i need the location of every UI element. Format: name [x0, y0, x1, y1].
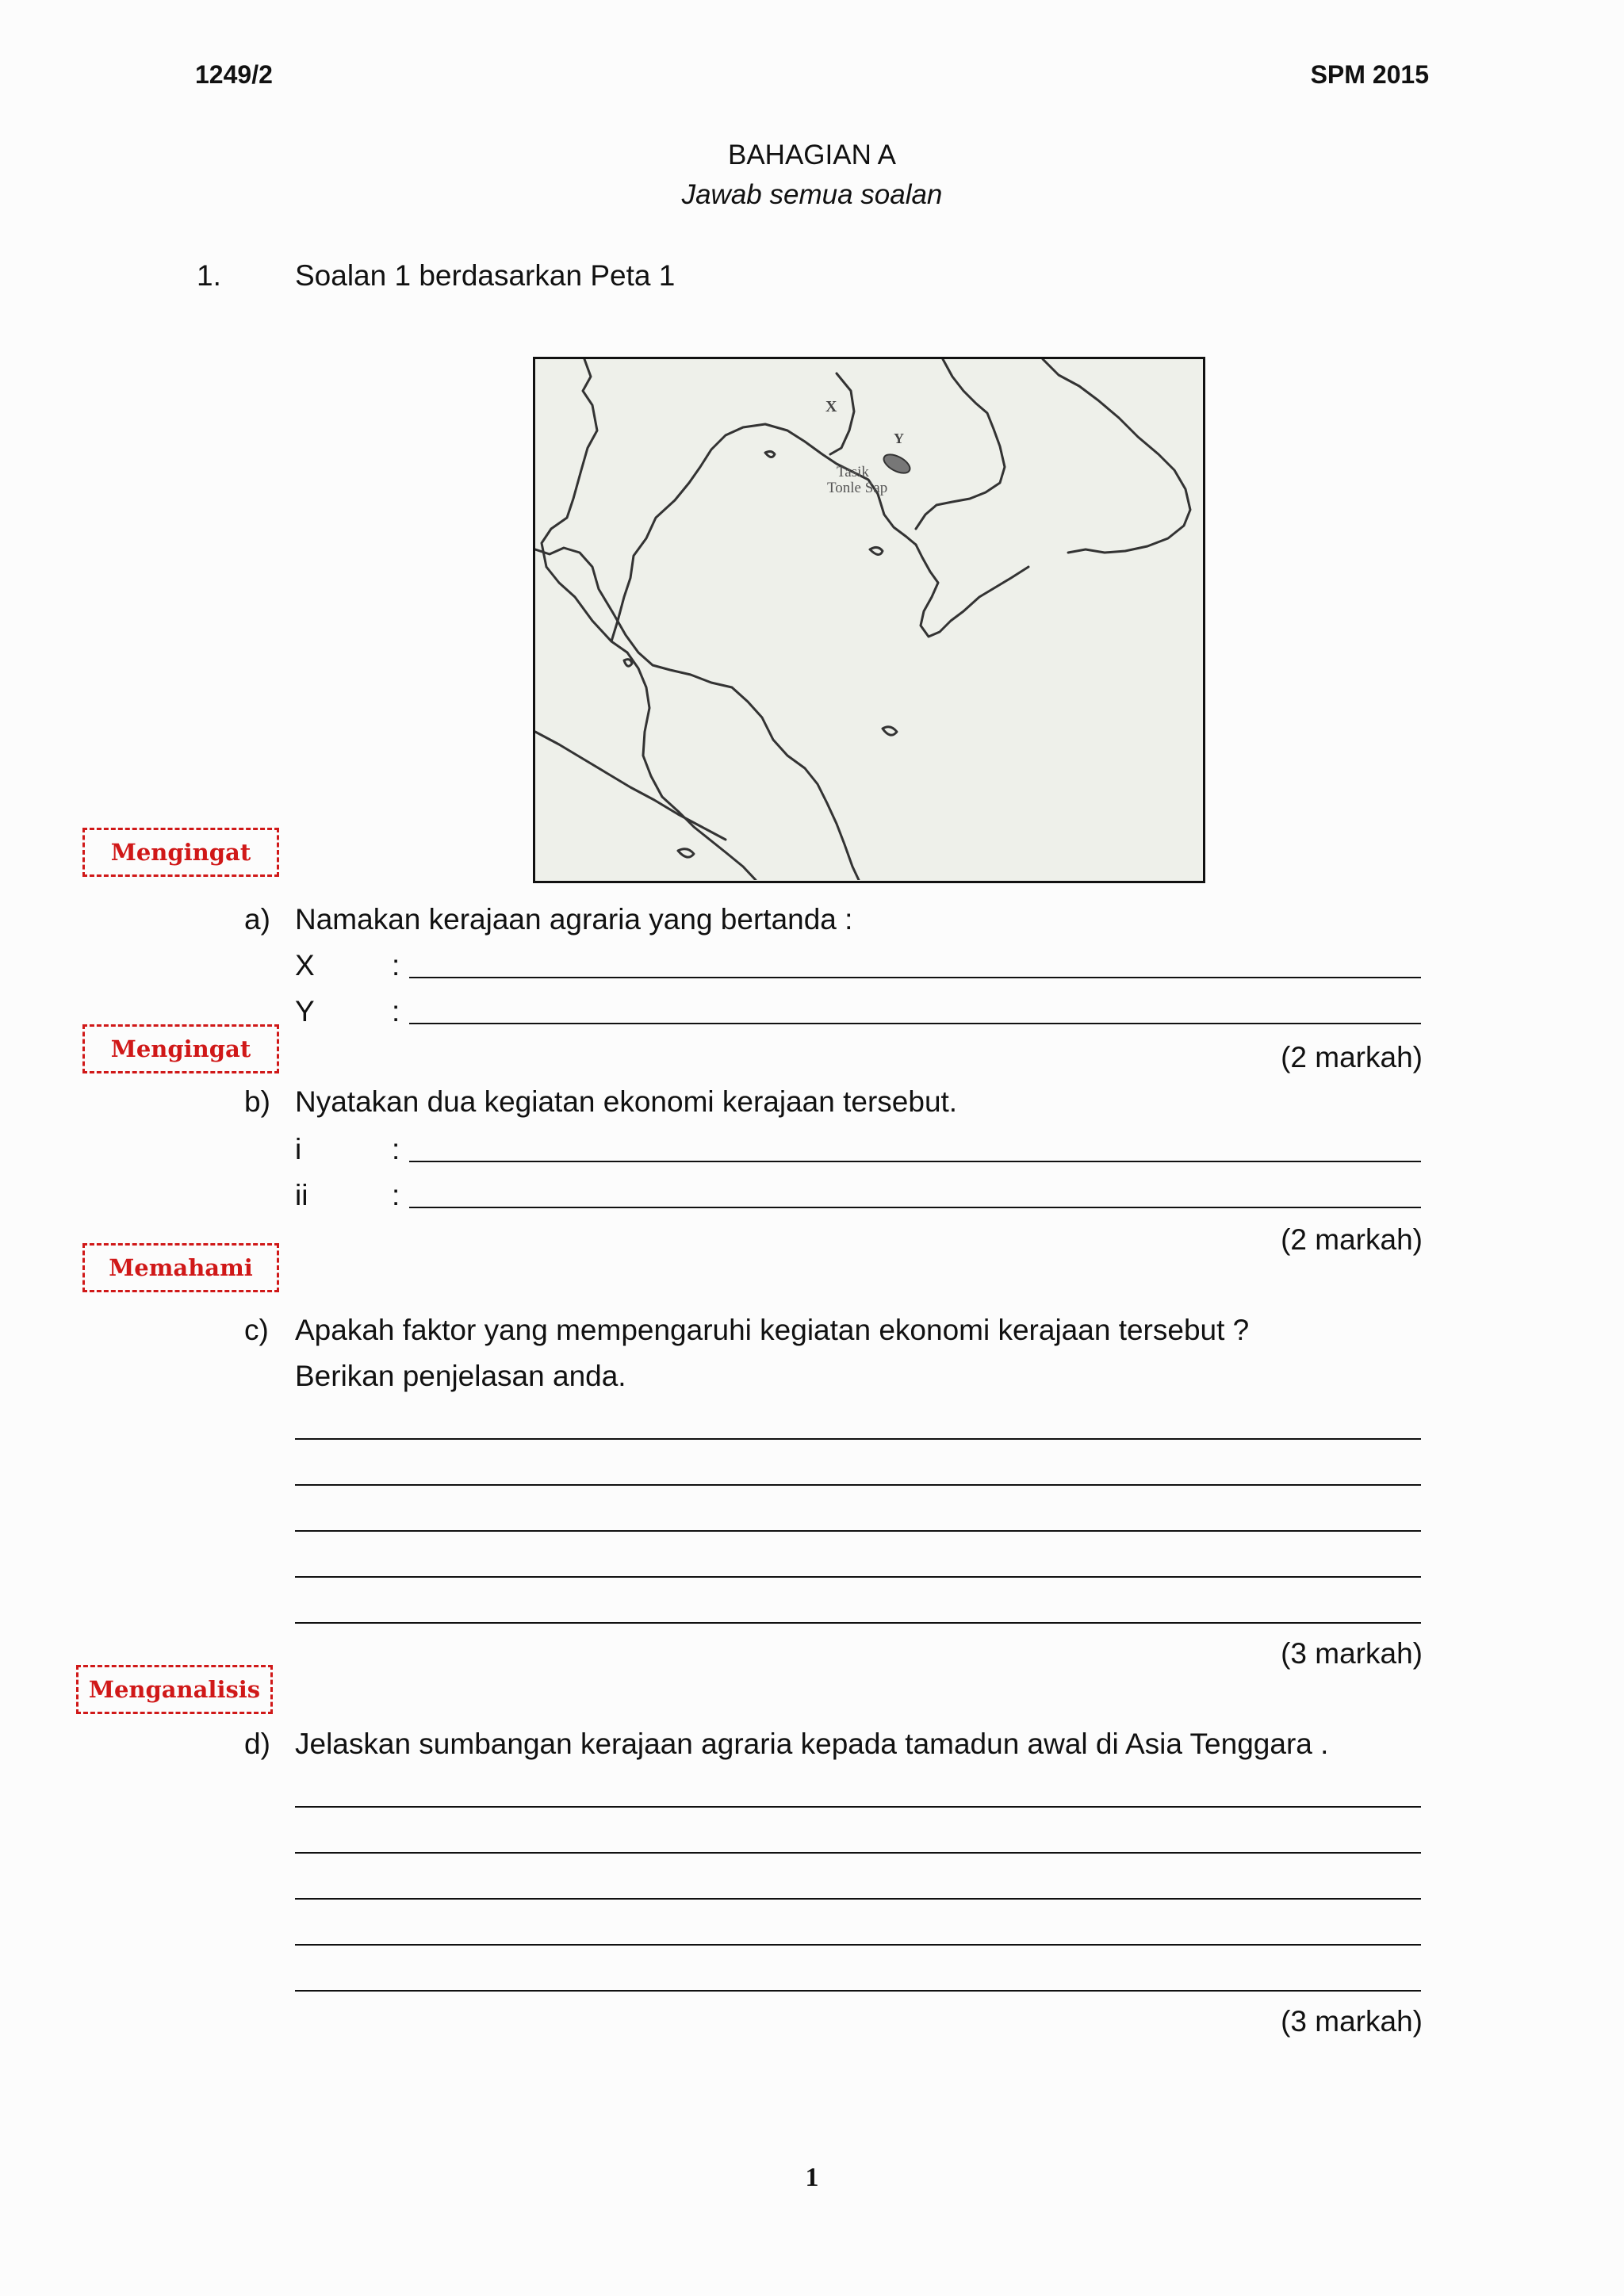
part-b-text: Nyatakan dua kegiatan ekonomi kerajaan tersebut.	[295, 1085, 958, 1118]
part-a-marks: (2 markah)	[1281, 1041, 1423, 1073]
tag-menganalisis: Menganalisis	[76, 1665, 273, 1714]
answer-line-c-4[interactable]	[295, 1576, 1421, 1578]
island-2	[624, 660, 632, 667]
answer-line-c-5[interactable]	[295, 1622, 1421, 1624]
part-a-row2-colon: :	[392, 995, 400, 1027]
part-b-marks: (2 markah)	[1281, 1223, 1423, 1256]
part-a-row1-label: X	[295, 949, 315, 982]
coastline-peninsula-east	[611, 424, 916, 641]
part-a-label: a)	[244, 903, 270, 936]
coastline-peninsula-west	[627, 652, 756, 880]
answer-line-a-y[interactable]	[409, 1023, 1421, 1024]
question-number: 1.	[197, 259, 221, 292]
section-title: BAHAGIAN A	[727, 140, 897, 170]
tonle-sap-lake	[881, 451, 913, 477]
coastline-vietnam-south	[1043, 359, 1190, 553]
part-b-row2-colon: :	[392, 1179, 400, 1211]
coastline-cambodia	[916, 545, 1028, 637]
answer-line-a-x[interactable]	[409, 977, 1421, 978]
answer-line-d-1[interactable]	[295, 1806, 1421, 1808]
part-b-label: b)	[244, 1085, 270, 1118]
map-label-lake-1: Tasik	[837, 464, 869, 480]
answer-line-c-1[interactable]	[295, 1438, 1421, 1440]
paper-code: 1249/2	[195, 60, 273, 89]
island-4	[883, 727, 897, 735]
part-c-text2: Berikan penjelasan anda.	[295, 1360, 626, 1392]
map-label-y: Y	[894, 430, 904, 446]
part-d-marks: (3 markah)	[1281, 2005, 1423, 2038]
part-a-text: Namakan kerajaan agraria yang bertanda :	[295, 903, 853, 936]
part-d-label: d)	[244, 1728, 270, 1760]
tag-mengingat-2: Mengingat	[82, 1024, 279, 1073]
island-3	[765, 451, 775, 457]
map-drawing	[535, 359, 1202, 880]
part-a-row2-label: Y	[295, 995, 315, 1027]
section-instruction: Jawab semua soalan	[681, 179, 943, 210]
part-b-row2-label: ii	[295, 1179, 308, 1211]
map-peta-1	[533, 357, 1205, 883]
island-5	[678, 849, 694, 857]
question-intro: Soalan 1 berdasarkan Peta 1	[295, 259, 676, 292]
part-c-text: Apakah faktor yang mempengaruhi kegiatan ekonomi kerajaan tersebut ?	[295, 1314, 1250, 1346]
coastline-west	[542, 359, 627, 652]
tag-memahami: Memahami	[82, 1243, 279, 1292]
island-1	[870, 547, 883, 554]
part-a-row1-colon: :	[392, 949, 400, 982]
part-c-marks: (3 markah)	[1281, 1637, 1423, 1670]
part-d-text: Jelaskan sumbangan kerajaan agraria kepada tamadun awal di Asia Tenggara .	[295, 1728, 1329, 1760]
part-b-row1-colon: :	[392, 1133, 400, 1165]
map-label-x: X	[825, 398, 837, 415]
coastline-vietnam	[916, 359, 1005, 529]
answer-line-b-i[interactable]	[409, 1161, 1421, 1162]
answer-line-d-4[interactable]	[295, 1944, 1421, 1946]
answer-line-d-3[interactable]	[295, 1898, 1421, 1900]
answer-line-b-ii[interactable]	[409, 1207, 1421, 1208]
answer-line-c-2[interactable]	[295, 1484, 1421, 1486]
answer-line-c-3[interactable]	[295, 1530, 1421, 1532]
page-number: 1	[805, 2163, 819, 2192]
coastline-peninsula-inner	[535, 732, 726, 840]
answer-line-d-2[interactable]	[295, 1852, 1421, 1854]
tag-mengingat: Mengingat	[82, 828, 279, 877]
part-b-row1-label: i	[295, 1133, 302, 1165]
exam-name: SPM 2015	[1310, 60, 1429, 89]
part-c-label: c)	[244, 1314, 269, 1346]
map-label-lake-2: Tonle Sap	[827, 480, 888, 496]
answer-line-d-5[interactable]	[295, 1990, 1421, 1992]
